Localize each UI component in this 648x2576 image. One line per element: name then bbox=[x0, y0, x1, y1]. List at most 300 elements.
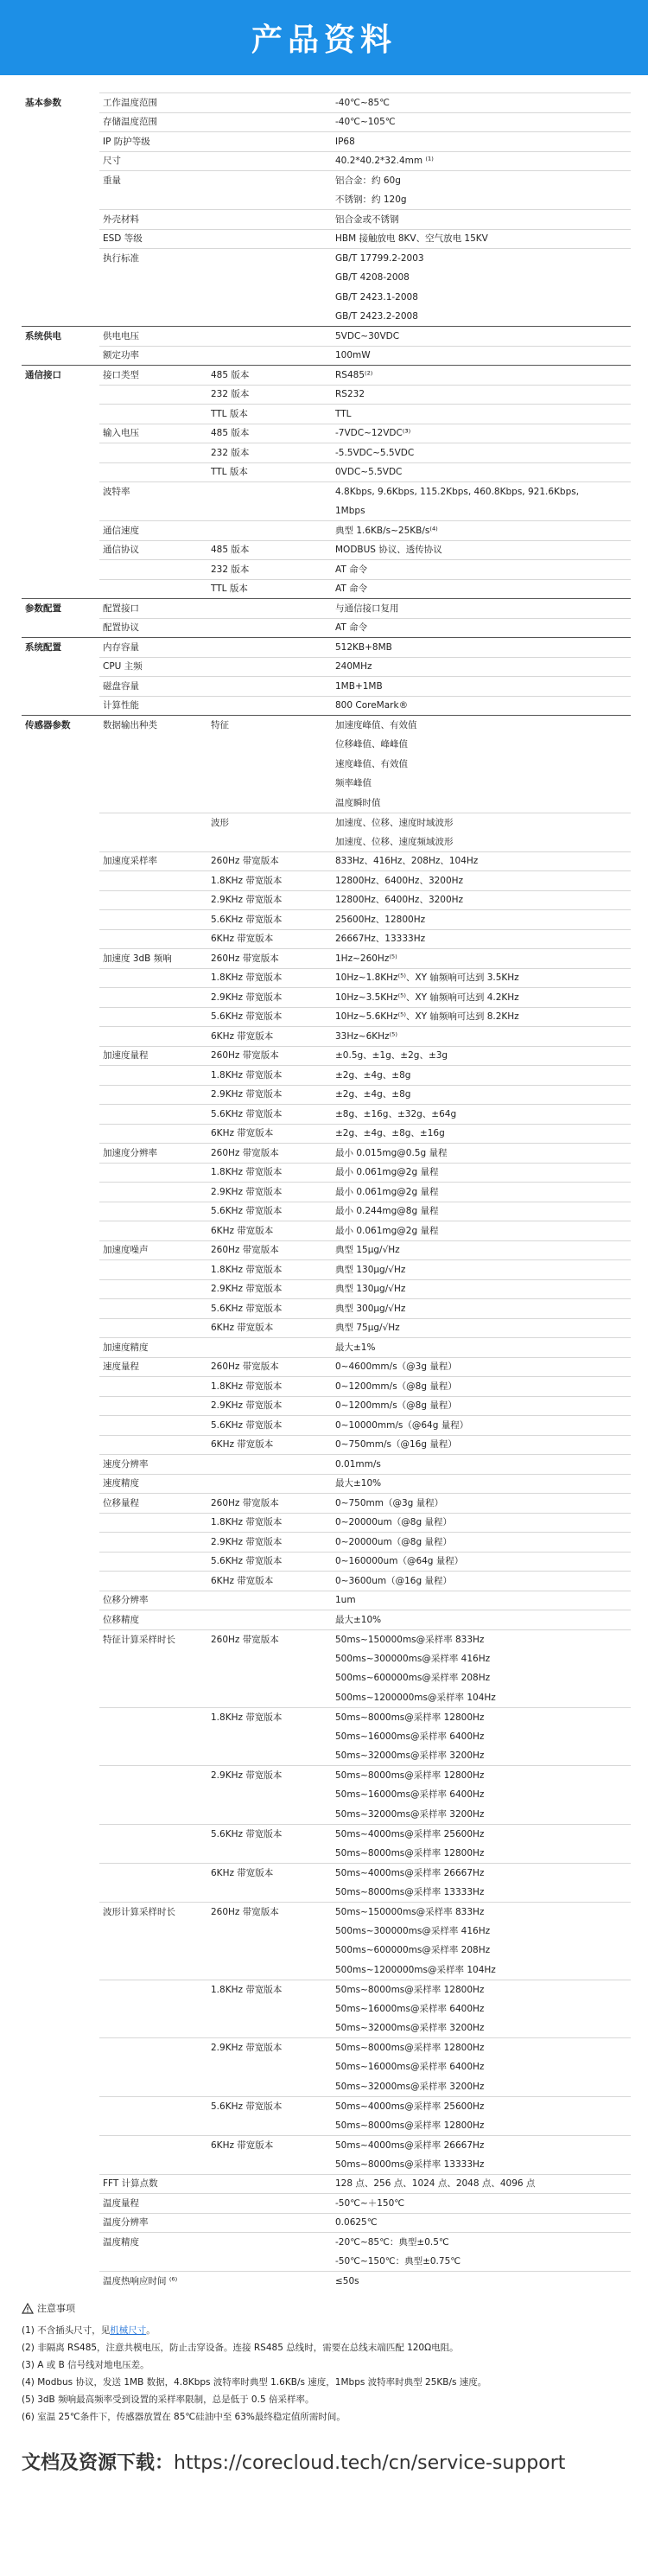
param-cell: 外壳材料 bbox=[99, 210, 207, 230]
section-cell bbox=[22, 1844, 99, 1864]
value-cell: -50℃~150℃：典型±0.75℃ bbox=[335, 2256, 461, 2267]
param-cell: 通信协议 bbox=[99, 540, 207, 560]
param-cell: 位移精度 bbox=[99, 1610, 207, 1630]
section-cell bbox=[22, 501, 99, 521]
section-cell bbox=[22, 2174, 99, 2194]
param-cell bbox=[99, 755, 207, 775]
value-cell: -50℃~＋150℃ bbox=[332, 2194, 631, 2214]
variant-cell: 1.8KHz 带宽版本 bbox=[207, 1980, 332, 1999]
variant-cell bbox=[207, 2057, 332, 2077]
param-cell bbox=[99, 1727, 207, 1747]
param-cell bbox=[99, 1318, 207, 1338]
param-cell bbox=[99, 1007, 207, 1027]
section-cell bbox=[22, 890, 99, 910]
section-cell bbox=[22, 190, 99, 210]
table-row bbox=[22, 1007, 631, 1027]
table-row bbox=[22, 2018, 631, 2038]
param-cell bbox=[99, 2096, 207, 2116]
param-cell bbox=[99, 2057, 207, 2077]
table-row bbox=[22, 2252, 631, 2272]
value-cell: 与通信接口复用 bbox=[332, 599, 631, 619]
section-cell: 系统配置 bbox=[22, 638, 99, 658]
value-cell: -20℃~85℃：典型±0.5℃ bbox=[332, 2233, 631, 2253]
section-cell bbox=[22, 1688, 99, 1708]
param-cell: 存储温度范围 bbox=[99, 112, 207, 132]
value-cell: -40℃~85℃ bbox=[332, 93, 631, 113]
table-row bbox=[22, 1707, 631, 1727]
value-cell: 典型 130μg/√Hz bbox=[332, 1260, 631, 1280]
table-row bbox=[22, 968, 631, 988]
variant-cell bbox=[207, 2194, 332, 2214]
variant-cell: 5.6KHz 带宽版本 bbox=[207, 910, 332, 930]
section-cell bbox=[22, 1980, 99, 1999]
variant-cell bbox=[207, 657, 332, 677]
param-cell bbox=[99, 501, 207, 521]
table-row bbox=[22, 716, 631, 736]
value-cell: 0~20000um（@8g 量程） bbox=[332, 1513, 631, 1533]
param-cell bbox=[99, 1299, 207, 1319]
value-cell: 50ms~8000ms@采样率 12800Hz bbox=[332, 2038, 631, 2058]
table-row bbox=[22, 1338, 631, 1358]
param-cell: 特征计算采样时长 bbox=[99, 1629, 207, 1649]
table-row bbox=[22, 307, 631, 327]
value-cell: 12800Hz、6400Hz、3200Hz bbox=[332, 871, 631, 891]
variant-cell bbox=[207, 327, 332, 347]
param-cell: 额定功率 bbox=[99, 346, 207, 366]
param-cell: 配置协议 bbox=[99, 618, 207, 638]
param-cell bbox=[99, 1707, 207, 1727]
section-cell bbox=[22, 832, 99, 852]
param-cell: 温度热响应时间 ⁽⁶⁾ bbox=[99, 2272, 207, 2292]
table-row bbox=[22, 813, 631, 832]
variant-cell: 1.8KHz 带宽版本 bbox=[207, 1163, 332, 1183]
table-row bbox=[22, 1455, 631, 1475]
section-cell bbox=[22, 910, 99, 930]
value-cell: 50ms~150000ms@采样率 833Hz bbox=[332, 1629, 631, 1649]
table-row bbox=[22, 1357, 631, 1377]
param-cell: 重量 bbox=[99, 171, 207, 191]
param-cell: 尺寸 bbox=[99, 151, 207, 171]
value-cell: 800 CoreMark® bbox=[332, 696, 631, 716]
value-cell: 铝合金或不锈钢 bbox=[332, 210, 631, 230]
variant-cell: 5.6KHz 带宽版本 bbox=[207, 1007, 332, 1027]
note-item: (3) A 或 B 信号线对地电压差。 bbox=[22, 2360, 149, 2370]
section-cell bbox=[22, 1046, 99, 1066]
param-cell bbox=[99, 1260, 207, 1280]
value-cell: 4.8Kbps, 9.6Kbps, 115.2Kbps, 460.8Kbps, 921.6Kbps, bbox=[332, 482, 631, 502]
param-cell: 接口类型 bbox=[99, 366, 207, 386]
value-cell: 0~20000um（@8g 量程） bbox=[332, 1533, 631, 1553]
section-cell bbox=[22, 1668, 99, 1688]
param-cell bbox=[99, 1435, 207, 1455]
param-cell bbox=[99, 988, 207, 1008]
section-cell bbox=[22, 1863, 99, 1883]
table-row bbox=[22, 346, 631, 366]
param-cell bbox=[99, 1279, 207, 1299]
variant-cell bbox=[207, 618, 332, 638]
table-row bbox=[22, 1105, 631, 1125]
param-cell bbox=[99, 968, 207, 988]
param-cell: 加速度分辨率 bbox=[99, 1144, 207, 1164]
param-cell bbox=[99, 1649, 207, 1669]
table-row bbox=[22, 1144, 631, 1164]
table-row bbox=[22, 210, 631, 230]
table-row bbox=[22, 1863, 631, 1883]
table-row bbox=[22, 2174, 631, 2194]
param-cell: 位移量程 bbox=[99, 1494, 207, 1514]
variant-cell bbox=[207, 1649, 332, 1669]
variant-cell bbox=[207, 288, 332, 308]
table-row bbox=[22, 1785, 631, 1805]
value-cell: 40.2*40.2*32.4mm ⁽¹⁾ bbox=[332, 151, 631, 171]
param-cell: FFT 计算点数 bbox=[99, 2174, 207, 2194]
variant-cell: 260Hz 带宽版本 bbox=[207, 1357, 332, 1377]
table-row bbox=[22, 1668, 631, 1688]
section-cell bbox=[22, 1533, 99, 1553]
section-cell bbox=[22, 2116, 99, 2136]
table-row bbox=[22, 1494, 631, 1514]
section-cell bbox=[22, 1221, 99, 1241]
param-cell bbox=[99, 1844, 207, 1864]
param-cell bbox=[99, 405, 207, 424]
param-cell bbox=[99, 871, 207, 891]
value-cell: 0~10000mm/s（@64g 量程） bbox=[332, 1416, 631, 1436]
variant-cell bbox=[207, 1668, 332, 1688]
section-cell bbox=[22, 755, 99, 775]
table-row bbox=[22, 1572, 631, 1591]
table-row bbox=[22, 424, 631, 443]
download-url-link[interactable]: https://corecloud.tech/cn/service-support bbox=[174, 2452, 566, 2474]
value-cell: 加速度、位移、速度频域波形 bbox=[335, 836, 454, 847]
param-cell: 工作温度范围 bbox=[99, 93, 207, 113]
value-cell: 33Hz~6KHz⁽⁵⁾ bbox=[332, 1027, 631, 1047]
table-row bbox=[22, 1046, 631, 1066]
variant-cell bbox=[207, 2018, 332, 2038]
table-row bbox=[22, 1883, 631, 1903]
table-row bbox=[22, 249, 631, 269]
variant-cell bbox=[207, 1746, 332, 1766]
variant-cell bbox=[207, 521, 332, 541]
param-cell: 位移分辨率 bbox=[99, 1591, 207, 1610]
value-cell: 50ms~150000ms@采样率 833Hz bbox=[332, 1902, 631, 1922]
value-cell: ±2g、±4g、±8g、±16g bbox=[332, 1124, 631, 1144]
variant-cell bbox=[207, 307, 332, 327]
table-row bbox=[22, 1922, 631, 1942]
variant-cell bbox=[207, 112, 332, 132]
param-cell bbox=[99, 929, 207, 949]
value-cell: 50ms~32000ms@采样率 3200Hz bbox=[335, 1750, 485, 1761]
variant-cell bbox=[207, 1961, 332, 1980]
table-row bbox=[22, 151, 631, 171]
param-cell: 通信速度 bbox=[99, 521, 207, 541]
value-cell: -7VDC~12VDC⁽³⁾ bbox=[332, 424, 631, 443]
param-cell: 数据输出种类 bbox=[99, 716, 207, 736]
section-cell bbox=[22, 1105, 99, 1125]
section-cell bbox=[22, 1279, 99, 1299]
section-cell bbox=[22, 1941, 99, 1961]
value-cell: 最大±10% bbox=[332, 1610, 631, 1630]
page-banner bbox=[0, 0, 648, 75]
section-cell bbox=[22, 696, 99, 716]
variant-cell bbox=[207, 2252, 332, 2272]
section-cell bbox=[22, 677, 99, 697]
variant-cell: 6KHz 带宽版本 bbox=[207, 1221, 332, 1241]
section-cell bbox=[22, 949, 99, 969]
section-cell bbox=[22, 1183, 99, 1202]
section-cell bbox=[22, 1785, 99, 1805]
table-row bbox=[22, 1746, 631, 1766]
variant-cell: 6KHz 带宽版本 bbox=[207, 1435, 332, 1455]
variant-cell bbox=[207, 229, 332, 249]
value-cell: 50ms~16000ms@采样率 6400Hz bbox=[335, 2003, 485, 2014]
variant-cell: 2.9KHz 带宽版本 bbox=[207, 988, 332, 1008]
value-cell: AT 命令 bbox=[332, 618, 631, 638]
section-cell bbox=[22, 1299, 99, 1319]
param-cell bbox=[99, 1922, 207, 1942]
section-cell bbox=[22, 112, 99, 132]
value-cell: ±2g、±4g、±8g bbox=[332, 1066, 631, 1086]
section-cell bbox=[22, 2272, 99, 2292]
param-cell bbox=[99, 2135, 207, 2155]
section-cell bbox=[22, 1805, 99, 1825]
value-cell: 0.0625℃ bbox=[332, 2213, 631, 2233]
value-cell: GB/T 4208-2008 bbox=[335, 272, 410, 284]
param-cell bbox=[99, 1883, 207, 1903]
param-cell bbox=[99, 1999, 207, 2019]
value-cell: 1um bbox=[332, 1591, 631, 1610]
param-cell: 计算性能 bbox=[99, 696, 207, 716]
table-row bbox=[22, 1591, 631, 1610]
section-cell bbox=[22, 851, 99, 871]
value-cell: ≤50s bbox=[332, 2272, 631, 2292]
variant-cell: 2.9KHz 带宽版本 bbox=[207, 2038, 332, 2058]
table-row bbox=[22, 2096, 631, 2116]
variant-cell bbox=[207, 774, 332, 794]
table-row bbox=[22, 1727, 631, 1747]
section-cell bbox=[22, 1416, 99, 1436]
table-row bbox=[22, 1163, 631, 1183]
value-cell: GB/T 17799.2-2003 bbox=[332, 249, 631, 269]
param-cell: 加速度精度 bbox=[99, 1338, 207, 1358]
variant-cell bbox=[207, 1941, 332, 1961]
param-cell: 温度分辨率 bbox=[99, 2213, 207, 2233]
value-cell: 最小 0.244mg@8g 量程 bbox=[332, 1202, 631, 1221]
variant-cell: 260Hz 带宽版本 bbox=[207, 1494, 332, 1514]
table-row bbox=[22, 1240, 631, 1260]
section-cell bbox=[22, 1649, 99, 1669]
spec-table bbox=[22, 92, 631, 2291]
variant-cell bbox=[207, 171, 332, 191]
param-cell: 加速度采样率 bbox=[99, 851, 207, 871]
value-cell: 5VDC~30VDC bbox=[332, 327, 631, 347]
value-cell: 50ms~4000ms@采样率 25600Hz bbox=[332, 1824, 631, 1844]
table-row bbox=[22, 794, 631, 813]
table-row bbox=[22, 2057, 631, 2077]
variant-cell: 1.8KHz 带宽版本 bbox=[207, 1377, 332, 1397]
note-item: (4) Modbus 协议，发送 1MB 数据，4.8Kbps 波特率时典型 1.6KB/s 速度，1Mbps 波特率时典型 25KB/s 速度。 bbox=[22, 2377, 487, 2388]
value-cell: RS232 bbox=[332, 385, 631, 405]
table-row bbox=[22, 1824, 631, 1844]
param-cell bbox=[99, 1785, 207, 1805]
section-cell bbox=[22, 424, 99, 443]
section-cell bbox=[22, 1513, 99, 1533]
mechanical-dimensions-link[interactable]: 机械尺寸 bbox=[110, 2325, 147, 2336]
variant-cell: TTL 版本 bbox=[207, 405, 332, 424]
section-cell bbox=[22, 735, 99, 755]
table-row bbox=[22, 1805, 631, 1825]
value-cell: 典型 1.6KB/s~25KB/s⁽⁴⁾ bbox=[332, 521, 631, 541]
variant-cell bbox=[207, 1591, 332, 1610]
table-row bbox=[22, 755, 631, 775]
variant-cell: 5.6KHz 带宽版本 bbox=[207, 1105, 332, 1125]
value-cell: 0VDC~5.5VDC bbox=[332, 462, 631, 482]
section-cell: 参数配置 bbox=[22, 599, 99, 619]
value-cell: 频率峰值 bbox=[335, 778, 372, 789]
section-cell bbox=[22, 2077, 99, 2097]
value-cell: 500ms~600000ms@采样率 208Hz bbox=[335, 1673, 491, 1684]
value-cell: 500ms~1200000ms@采样率 104Hz bbox=[335, 1964, 496, 1975]
table-row bbox=[22, 1279, 631, 1299]
section-cell bbox=[22, 1707, 99, 1727]
variant-cell bbox=[207, 93, 332, 113]
value-cell: 0~160000um（@64g 量程） bbox=[332, 1552, 631, 1572]
value-cell: ±8g、±16g、±32g、±64g bbox=[332, 1105, 631, 1125]
param-cell bbox=[99, 832, 207, 852]
table-row bbox=[22, 1377, 631, 1397]
param-cell bbox=[99, 1980, 207, 1999]
value-cell: 50ms~8000ms@采样率 12800Hz bbox=[332, 1980, 631, 1999]
warning-icon bbox=[22, 2303, 34, 2314]
table-row bbox=[22, 2116, 631, 2136]
value-cell: 50ms~32000ms@采样率 3200Hz bbox=[335, 2023, 485, 2033]
note-item: (6) 室温 25℃条件下，传感器放置在 85℃硅油中至 63%最终稳定值所需时间。 bbox=[22, 2412, 346, 2422]
section-cell bbox=[22, 1396, 99, 1416]
section-cell bbox=[22, 1746, 99, 1766]
param-cell: 温度精度 bbox=[99, 2233, 207, 2253]
section-cell bbox=[22, 1883, 99, 1903]
table-row bbox=[22, 871, 631, 891]
value-cell: 最小 0.061mg@2g 量程 bbox=[332, 1221, 631, 1241]
param-cell bbox=[99, 774, 207, 794]
table-row bbox=[22, 851, 631, 871]
variant-cell bbox=[207, 151, 332, 171]
param-cell bbox=[99, 1377, 207, 1397]
param-cell: 速度量程 bbox=[99, 1357, 207, 1377]
table-row bbox=[22, 657, 631, 677]
value-cell: 500ms~1200000ms@采样率 104Hz bbox=[335, 1692, 496, 1703]
variant-cell: 260Hz 带宽版本 bbox=[207, 1902, 332, 1922]
variant-cell: 5.6KHz 带宽版本 bbox=[207, 1824, 332, 1844]
table-row bbox=[22, 2233, 631, 2253]
table-row bbox=[22, 599, 631, 619]
param-cell bbox=[99, 1533, 207, 1553]
section-cell bbox=[22, 443, 99, 463]
value-cell: 500ms~300000ms@采样率 416Hz bbox=[335, 1925, 491, 1936]
section-cell bbox=[22, 1610, 99, 1630]
table-row bbox=[22, 2272, 631, 2292]
variant-cell: 6KHz 带宽版本 bbox=[207, 1318, 332, 1338]
table-row bbox=[22, 1435, 631, 1455]
variant-cell: 2.9KHz 带宽版本 bbox=[207, 890, 332, 910]
value-cell: 1MB+1MB bbox=[332, 677, 631, 697]
table-row bbox=[22, 190, 631, 210]
value-cell: 0~3600um（@16g 量程） bbox=[332, 1572, 631, 1591]
table-row bbox=[22, 579, 631, 599]
variant-cell: 2.9KHz 带宽版本 bbox=[207, 1085, 332, 1105]
table-row bbox=[22, 1416, 631, 1436]
value-cell: 最大±10% bbox=[332, 1474, 631, 1494]
variant-cell bbox=[207, 1785, 332, 1805]
param-cell bbox=[99, 190, 207, 210]
section-cell bbox=[22, 288, 99, 308]
section-cell bbox=[22, 2018, 99, 2038]
variant-cell bbox=[207, 482, 332, 502]
param-cell bbox=[99, 1066, 207, 1086]
section-cell bbox=[22, 794, 99, 813]
variant-cell: TTL 版本 bbox=[207, 579, 332, 599]
spec-table-container bbox=[0, 75, 648, 2291]
param-cell: 配置接口 bbox=[99, 599, 207, 619]
variant-cell: 232 版本 bbox=[207, 443, 332, 463]
param-cell bbox=[99, 1552, 207, 1572]
variant-cell: 2.9KHz 带宽版本 bbox=[207, 1396, 332, 1416]
value-cell: 10Hz~3.5KHz⁽⁵⁾、XY 轴频响可达到 4.2KHz bbox=[332, 988, 631, 1008]
value-cell: 50ms~8000ms@采样率 12800Hz bbox=[335, 2120, 485, 2131]
param-cell: ESD 等级 bbox=[99, 229, 207, 249]
variant-cell bbox=[207, 1922, 332, 1942]
param-cell bbox=[99, 385, 207, 405]
section-cell bbox=[22, 579, 99, 599]
variant-cell: 260Hz 带宽版本 bbox=[207, 1240, 332, 1260]
section-cell bbox=[22, 657, 99, 677]
value-cell: 50ms~8000ms@采样率 13333Hz bbox=[335, 1886, 485, 1897]
param-cell: 执行标准 bbox=[99, 249, 207, 269]
param-cell bbox=[99, 1396, 207, 1416]
variant-cell bbox=[207, 2155, 332, 2175]
value-cell: 最小 0.061mg@2g 量程 bbox=[332, 1163, 631, 1183]
variant-cell: 6KHz 带宽版本 bbox=[207, 1572, 332, 1591]
variant-cell: 260Hz 带宽版本 bbox=[207, 1144, 332, 1164]
variant-cell: 260Hz 带宽版本 bbox=[207, 1629, 332, 1649]
value-cell: 512KB+8MB bbox=[332, 638, 631, 658]
section-cell bbox=[22, 1007, 99, 1027]
table-row bbox=[22, 2077, 631, 2097]
param-cell bbox=[99, 890, 207, 910]
note-item: (2) 非隔离 RS485，注意共模电压，防止击穿设备。连接 RS485 总线时，需要在总线末端匹配 120Ω电阻。 bbox=[22, 2343, 459, 2353]
value-cell: 240MHz bbox=[332, 657, 631, 677]
table-row bbox=[22, 327, 631, 347]
table-row bbox=[22, 1999, 631, 2019]
param-cell bbox=[99, 1746, 207, 1766]
value-cell: 50ms~4000ms@采样率 26667Hz bbox=[332, 2135, 631, 2155]
value-cell: 128 点、256 点、1024 点、2048 点、4096 点 bbox=[332, 2174, 631, 2194]
section-cell bbox=[22, 249, 99, 269]
value-cell: GB/T 2423.1-2008 bbox=[335, 291, 418, 303]
value-cell: -40℃~105℃ bbox=[332, 112, 631, 132]
value-cell: 50ms~16000ms@采样率 6400Hz bbox=[335, 2062, 485, 2073]
section-cell bbox=[22, 521, 99, 541]
section-cell bbox=[22, 2213, 99, 2233]
variant-cell bbox=[207, 1999, 332, 2019]
variant-cell: 1.8KHz 带宽版本 bbox=[207, 968, 332, 988]
value-cell: 铝合金：约 60g bbox=[332, 171, 631, 191]
table-row bbox=[22, 2135, 631, 2155]
section-cell: 系统供电 bbox=[22, 327, 99, 347]
section-cell bbox=[22, 1999, 99, 2019]
section-cell bbox=[22, 1474, 99, 1494]
variant-cell: 1.8KHz 带宽版本 bbox=[207, 1513, 332, 1533]
variant-cell bbox=[207, 268, 332, 288]
